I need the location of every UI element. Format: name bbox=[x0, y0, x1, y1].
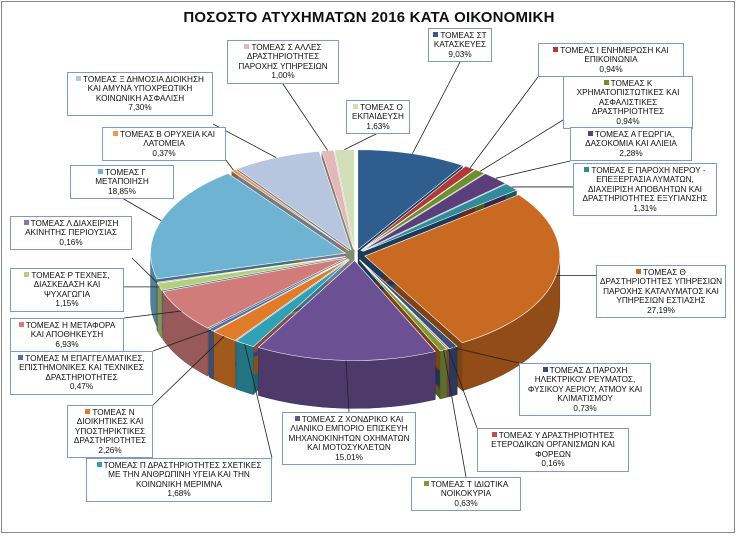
label-text-th: ΤΟΜΕΑΣ Θ ΔΡΑΣΤΗΡΙΟΤΗΤΕΣ ΥΠΗΡΕΣΙΩΝ ΠΑΡΟΧΗΣ ΚΑΤΑΛΥΜΑΤΟΣ ΚΑΙ ΥΠΗΡΕΣΙΩΝ ΕΣΤΙΑΣΗΣ bbox=[600, 268, 723, 306]
label-pct-s: 1,00% bbox=[271, 71, 295, 81]
legend-swatch-p bbox=[97, 462, 102, 467]
label-st bbox=[428, 28, 492, 62]
label-e bbox=[573, 163, 717, 216]
legend-swatch-r bbox=[24, 272, 29, 277]
leader-o bbox=[345, 133, 378, 150]
slice-side-r bbox=[158, 283, 162, 338]
legend-swatch-l bbox=[24, 220, 29, 225]
legend-swatch-e bbox=[584, 167, 589, 172]
label-text-k: ΤΟΜΕΑΣ Κ ΧΡΗΜΑΤΟΠΙΣΤΩΤΙΚΕΣ ΚΑΙ ΑΣΦΑΛΙΣΤΙΚΕΣ ΔΡΑΣΤΗΡΙΟΤΗΤΕΣ bbox=[576, 79, 680, 117]
label-text-l: ΤΟΜΕΑΣ Λ ΔΙΑΧΕΙΡΙΣΗ ΑΚΙΝΗΤΗΣ ΠΕΡΙΟΥΣΙΑΣ bbox=[25, 219, 119, 238]
legend-swatch-k bbox=[604, 80, 609, 85]
label-pct-l: 0,16% bbox=[59, 237, 83, 247]
label-text-t: ΤΟΜΕΑΣ Τ ΙΔΙΩΤΙΚΑ ΝΟΙΚΟΚΥΡΙΑ bbox=[430, 480, 509, 499]
label-pct-o: 1,63% bbox=[366, 121, 390, 131]
label-l bbox=[10, 216, 132, 250]
legend-swatch-s bbox=[244, 44, 249, 49]
legend-swatch-h bbox=[19, 322, 24, 327]
label-i bbox=[538, 43, 684, 77]
leader-v bbox=[226, 160, 233, 170]
label-pct-e: 1,31% bbox=[633, 203, 657, 213]
label-text-e: ΤΟΜΕΑΣ Ε ΠΑΡΟΧΗ ΝΕΡΟΥ - ΕΠΕΞΕΡΓΑΣΙΑ ΛΥΜΑΤΩΝ, ΔΙΑΧΕΙΡΙΣΗ ΑΠΟΒΛΗΤΩΝ ΚΑΙ ΔΡΑΣΤΗΡΙΟΤΗΤΕΣ ΕΞΥΓΙΑΝΣΗΣ bbox=[582, 166, 708, 204]
label-pct-th: 27,19% bbox=[647, 305, 675, 315]
label-y bbox=[477, 428, 629, 472]
label-pct-y: 0,16% bbox=[541, 459, 565, 469]
label-r bbox=[10, 268, 124, 312]
slice-side-n bbox=[214, 331, 235, 388]
label-pct-st: 9,03% bbox=[448, 49, 472, 59]
legend-swatch-g bbox=[98, 169, 103, 174]
label-pct-r: 1,15% bbox=[55, 299, 79, 309]
label-pct-m: 0,47% bbox=[69, 382, 94, 392]
legend-swatch-z bbox=[295, 416, 300, 421]
leader-a bbox=[496, 161, 570, 178]
label-text-v: ΤΟΜΕΑΣ Β ΟΡΥΧΕΙΑ ΚΑΙ ΛΑΤΟΜΕΙΑ bbox=[119, 130, 215, 149]
label-m bbox=[10, 351, 153, 395]
label-text-st: ΤΟΜΕΑΣ ΣΤ ΚΑΤΑΣΚΕΥΕΣ bbox=[433, 31, 487, 50]
label-s bbox=[227, 40, 339, 84]
label-k bbox=[563, 76, 693, 129]
label-text-g: ΤΟΜΕΑΣ Γ ΜΕΤΑΠΟΙΗΣΗ bbox=[95, 168, 149, 187]
label-pct-p: 1,68% bbox=[167, 489, 191, 499]
label-text-s: ΤΟΜΕΑΣ Σ ΑΛΛΕΣ ΔΡΑΣΤΗΡΙΟΤΗΤΕΣ ΠΑΡΟΧΗΣ ΥΠΗΡΕΣΙΩΝ bbox=[238, 43, 328, 71]
label-text-a: ΤΟΜΕΑΣ Α ΓΕΩΡΓΙΑ, ΔΑΣΟΚΟΜΙΑ ΚΑΙ ΑΛΙΕΙΑ bbox=[585, 130, 677, 149]
legend-swatch-o bbox=[353, 104, 358, 109]
label-pct-a: 2,28% bbox=[619, 148, 643, 158]
label-text-y: ΤΟΜΕΑΣ Υ ΔΡΑΣΤΗΡΙΟΤΗΤΕΣ ΕΤΕΡΟΔΙΚΩΝ ΟΡΓΑΝΙΣΜΩΝ ΚΑΙ ΦΟΡΕΩΝ bbox=[491, 431, 615, 459]
label-z bbox=[282, 412, 416, 465]
legend-swatch-y bbox=[492, 432, 497, 437]
pie-tops bbox=[151, 150, 560, 361]
label-pct-i: 0,94% bbox=[599, 64, 623, 74]
chart-title: ΠΟΣΟΣΤΟ ΑΤΥΧΗΜΑΤΩΝ 2016 ΚΑΤΑ ΟΙΚΟΝΟΜΙΚΗ bbox=[183, 9, 555, 26]
label-text-n: ΤΟΜΕΑΣ Ν ΔΙΟΙΚΗΤΙΚΕΣ ΚΑΙ ΥΠΟΣΤΗΡΙΚΤΙΚΕΣ ΔΡΑΣΤΗΡΙΟΤΗΤΕΣ bbox=[73, 408, 147, 446]
label-a bbox=[570, 127, 692, 161]
label-d bbox=[519, 363, 651, 416]
label-t bbox=[411, 477, 521, 511]
label-text-d: ΤΟΜΕΑΣ Δ ΠΑΡΟΧΗ ΗΛΕΚΤΡΙΚΟΥ ΡΕΥΜΑΤΟΣ, ΦΥΣΙΚΟΥ ΑΕΡΙΟΥ, ΑΤΜΟΥ ΚΑΙ ΚΛΙΜΑΤΙΣΜΟΥ bbox=[527, 366, 643, 404]
legend-swatch-th bbox=[636, 269, 641, 274]
label-pct-ks: 7,30% bbox=[128, 103, 152, 113]
leader-i bbox=[470, 77, 538, 168]
label-pct-z: 15,01% bbox=[335, 452, 363, 462]
label-pct-v: 0,37% bbox=[152, 148, 176, 158]
legend-swatch-ks bbox=[76, 76, 81, 81]
label-p bbox=[86, 458, 272, 502]
legend-swatch-i bbox=[553, 47, 558, 52]
leader-st bbox=[412, 62, 460, 154]
label-text-h: ΤΟΜΕΑΣ Η ΜΕΤΑΦΟΡΑ ΚΑΙ ΑΠΟΘΗΚΕΥΣΗ bbox=[25, 321, 116, 340]
label-th bbox=[596, 265, 726, 318]
slice-side-p bbox=[236, 341, 253, 395]
label-pct-g: 18,85% bbox=[108, 186, 136, 196]
label-g bbox=[70, 165, 174, 199]
label-text-z: ΤΟΜΕΑΣ Ζ ΧΟΝΔΡΙΚΟ ΚΑΙ ΛΙΑΝΙΚΟ ΕΜΠΟΡΙΟ ΕΠΙΣΚΕΥΗ ΜΗΧΑΝΟΚΙΝΗΤΩΝ ΟΧΗΜΑΤΩΝ ΚΑΙ ΜΟΤΟΣΥΚΛΕΤΩΝ bbox=[288, 415, 410, 453]
slice-side-m bbox=[209, 329, 213, 379]
label-pct-h: 6,93% bbox=[55, 339, 79, 349]
label-v bbox=[102, 127, 226, 161]
legend-swatch-d bbox=[543, 367, 548, 372]
label-text-o: ΤΟΜΕΑΣ Ο ΕΚΠΑΙΔΕΥΣΗ bbox=[352, 103, 404, 122]
label-pct-n: 2,26% bbox=[98, 445, 122, 455]
label-text-p: ΤΟΜΕΑΣ Π ΔΡΑΣΤΗΡΙΟΤΗΤΕΣ ΣΧΕΤΙΚΕΣ ΜΕ ΤΗΝ ΑΝΘΡΩΠΙΝΗ ΥΓΕΙΑ ΚΑΙ ΤΗΝ ΚΟΙΝΩΝΙΚΗ ΜΕΡΙΜΝΑ bbox=[103, 461, 262, 489]
leader-k bbox=[480, 120, 563, 171]
label-ks bbox=[67, 72, 213, 116]
label-n bbox=[67, 405, 153, 458]
label-text-r: ΤΟΜΕΑΣ Ρ ΤΕΧΝΕΣ, ΔΙΑΣΚΕΔΑΣΗ ΚΑΙ ΨΥΧΑΓΩΓΙΑ bbox=[31, 271, 110, 299]
label-text-ks: ΤΟΜΕΑΣ Ξ ΔΗΜΟΣΙΑ ΔΙΟΙΚΗΣΗ ΚΑΙ ΑΜΥΝΑ ΥΠΟΧΡΕΩΤΙΚΗ ΚΟΙΝΩΝΙΚΗ ΑΣΦΑΛΙΣΗ bbox=[83, 75, 204, 103]
legend-swatch-v bbox=[113, 131, 118, 136]
legend-swatch-a bbox=[588, 131, 593, 136]
slice-side-t bbox=[440, 349, 447, 399]
legend-swatch-m bbox=[18, 355, 23, 360]
legend-swatch-n bbox=[85, 409, 90, 414]
label-h bbox=[10, 318, 124, 352]
label-pct-k: 0,94% bbox=[616, 116, 640, 126]
label-pct-d: 0,73% bbox=[573, 403, 597, 413]
leader-s bbox=[283, 84, 328, 150]
label-text-i: ΤΟΜΕΑΣ Ι ΕΝΗΜΕΡΩΣΗ ΚΑΙ ΕΠΙΚΟΙΝΩΝΙΑ bbox=[560, 46, 669, 65]
label-text-m: ΤΟΜΕΑΣ Μ ΕΠΑΓΓΕΛΜΑΤΙΚΕΣ, ΕΠΙΣΤΗΜΟΝΙΚΕΣ ΚΑΙ ΤΕΧΝΙΚΕΣ ΔΡΑΣΤΗΡΙΟΤΗΤΕΣ bbox=[19, 354, 145, 382]
legend-swatch-st bbox=[433, 32, 438, 37]
label-o bbox=[346, 100, 410, 134]
legend-swatch-t bbox=[424, 481, 429, 486]
label-pct-t: 0,63% bbox=[454, 498, 478, 508]
